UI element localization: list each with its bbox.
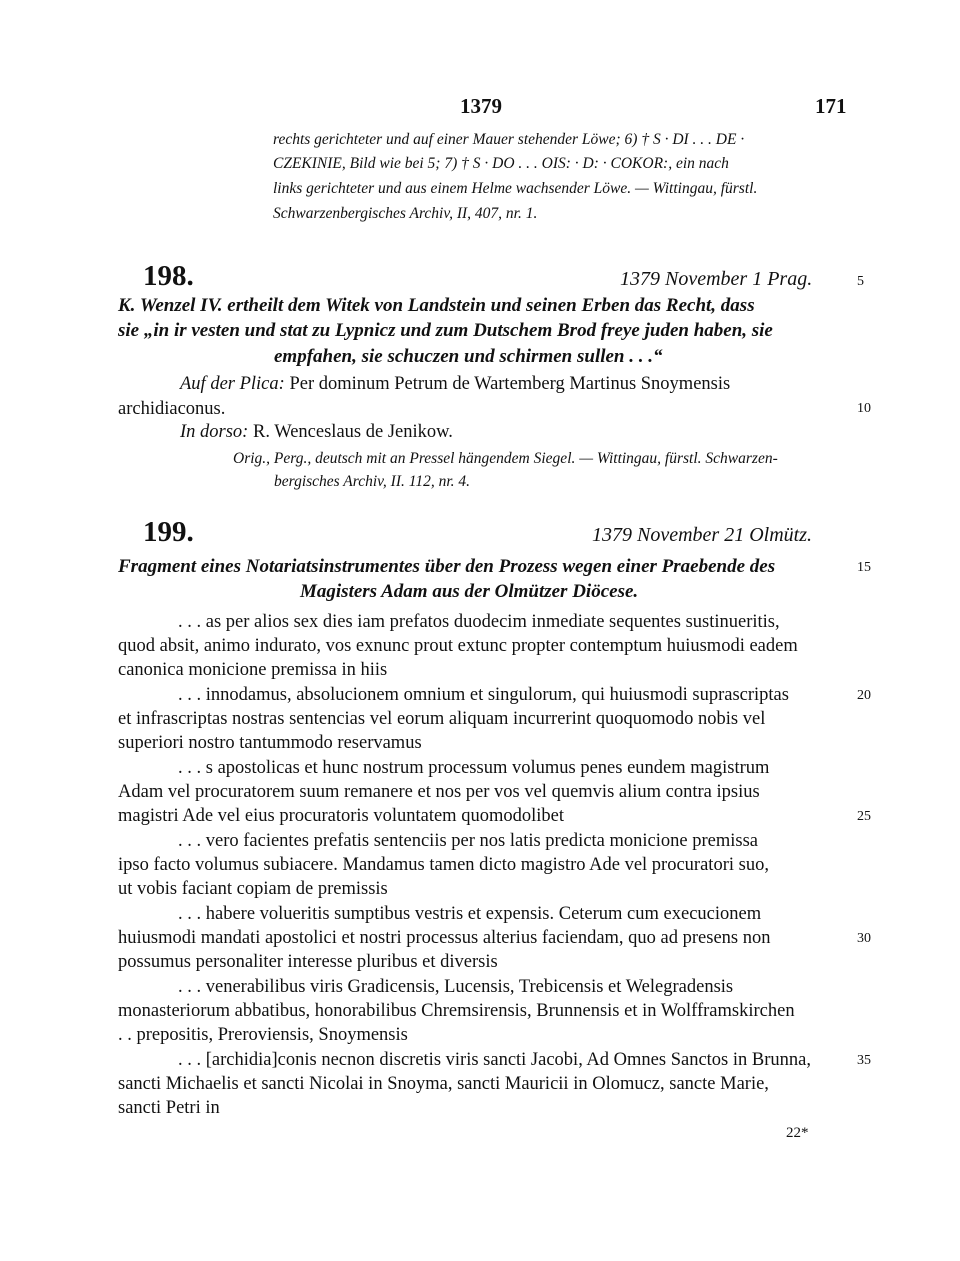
plica-text: Per dominum Petrum de Wartemberg Martinus Snoymensis: [289, 374, 731, 394]
line-number: 20: [857, 688, 871, 703]
dorso-line: [180, 422, 453, 443]
doc-date-199: 1379 November 21 Olmütz.: [592, 524, 812, 546]
body-line: . . . s apostolicas et hunc nostrum processum volumus penes eundem magistrum: [178, 758, 770, 778]
body-line: . . . habere volueritis sumptibus vestris et expensis. Ceterum cum execucionem: [178, 904, 762, 924]
regest-line: sie „in ir vesten und stat zu Lypnicz und zum Dutschem Brod freye juden haben, sie: [118, 320, 773, 341]
dorso-label: In dorso:: [180, 422, 249, 442]
plica-label: Auf der Plica:: [180, 374, 285, 394]
running-head-year: 1379: [460, 94, 502, 118]
body-line: . . . innodamus, absolucionem omnium et singulorum, qui huiusmodi suprascriptas: [178, 685, 789, 705]
note-line: Schwarzenbergisches Archiv, II, 407, nr. 1.: [273, 205, 538, 222]
body-line: canonica monicione premissa in hiis: [118, 660, 388, 680]
body-line: sancti Michaelis et sancti Nicolai in Snoyma, sancti Mauricii in Olomucz, sancte Marie,: [118, 1074, 769, 1094]
plica-line: [180, 374, 730, 395]
line-number: 30: [857, 931, 871, 946]
regest-line: K. Wenzel IV. ertheilt dem Witek von Landstein und seinen Erben das Recht, dass: [118, 295, 755, 316]
line-number: 25: [857, 809, 871, 824]
body-line: superiori nostro tantummodo reservamus: [118, 733, 422, 753]
body-line: . . . venerabilibus viris Gradicensis, Lucensis, Trebicensis et Welegradensis: [178, 977, 734, 997]
body-line: . . . as per alios sex dies iam prefatos duodecim inmediate sequentes sustinueritis,: [178, 612, 780, 632]
note-line: rechts gerichteter und auf einer Mauer stehender Löwe; 6) † S · DI . . . DE ·: [273, 131, 745, 148]
body-line: . . prepositis, Preroviensis, Snoymensis: [118, 1025, 408, 1045]
page-number: 171: [815, 94, 847, 118]
body-line: sancti Petri in: [118, 1098, 220, 1118]
doc-date-198: 1379 November 1 Prag.: [620, 268, 813, 290]
body-line: ut vobis faciant copiam de premissis: [118, 879, 388, 899]
plica-text-continued: archidiaconus.: [118, 399, 226, 419]
body-line: . . . vero facientes prefatis sentenciis per nos latis predicta monicione premissa: [178, 831, 758, 851]
body-line: quod absit, animo indurato, vos exnunc prout extunc propter contemptum huiusmodi eadem: [118, 636, 798, 656]
body-line: ipso facto volumus subiacere. Mandamus tamen dicto magistro Ade vel procuratori suo,: [118, 855, 769, 875]
signature-mark: 22*: [786, 1125, 809, 1141]
body-line: . . . [archidia]conis necnon discretis viris sancti Jacobi, Ad Omnes Sanctos in Brunna,: [178, 1050, 811, 1070]
doc-number-199: 199.: [143, 516, 194, 548]
body-line: Adam vel procuratorem suum remanere et nos per vos vel quemvis alium contra ipsius: [118, 782, 760, 802]
body-line: monasteriorum abbatibus, honorabilibus Chremsirensis, Brunnensis et in Wolfframskirchen: [118, 1001, 795, 1021]
line-number: 10: [857, 401, 871, 416]
body-line: huiusmodi mandati apostolici et nostri processus alterius faciendam, quo ad presens non: [118, 928, 771, 948]
line-number: 15: [857, 560, 871, 575]
body-line: magistri Ade vel eius procuratoris voluntatem quomodolibet: [118, 806, 564, 826]
body-line: possumus personaliter interesse pluribus et diversis: [118, 952, 498, 972]
regest-line: Magisters Adam aus der Olmützer Diöcese.: [300, 581, 639, 602]
doc-number-198: 198.: [143, 260, 194, 292]
note-line: Orig., Perg., deutsch mit an Pressel hängendem Siegel. — Wittingau, fürstl. Schwarzen-: [233, 450, 778, 467]
dorso-text: R. Wenceslaus de Jenikow.: [252, 422, 453, 442]
regest-line: empfahen, sie schuczen und schirmen sullen . . .“: [274, 346, 663, 367]
line-number: 5: [857, 274, 864, 289]
regest-line: Fragment eines Notariatsinstrumentes über den Prozess wegen einer Praebende des: [118, 556, 776, 577]
line-number: 35: [857, 1053, 871, 1068]
note-line: links gerichteter und aus einem Helme wachsender Löwe. — Wittingau, fürstl.: [273, 180, 758, 197]
note-line: CZEKINIE, Bild wie bei 5; 7) † S · DO . . . OIS: · D: · COKOR:, ein nach: [273, 155, 729, 172]
note-line: bergisches Archiv, II. 112, nr. 4.: [274, 473, 471, 490]
body-line: et infrascriptas nostras sentencias vel eorum aliquam incurrerint quoquomodo nobis vel: [118, 709, 766, 729]
